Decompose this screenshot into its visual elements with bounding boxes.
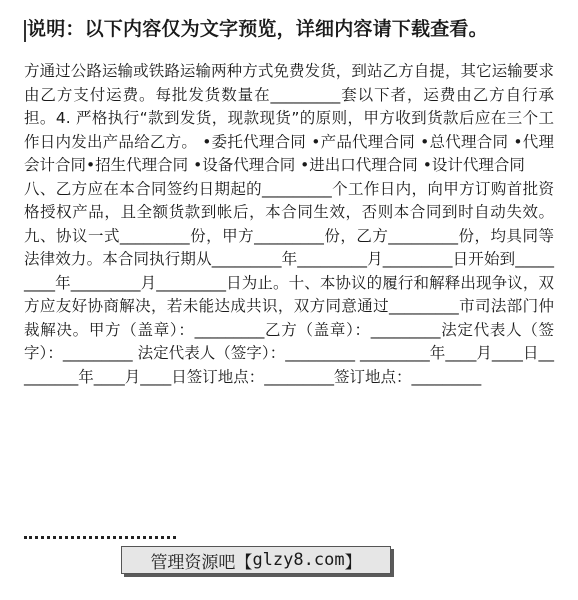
dotted-separator bbox=[24, 536, 176, 539]
text-cursor bbox=[24, 20, 26, 42]
document-body bbox=[24, 60, 554, 389]
banner-cn-text: 管理资源吧【 bbox=[150, 552, 253, 573]
banner-close: 】 bbox=[344, 552, 362, 573]
paragraph-delivery-terms: 方通过公路运输或铁路运输两种方式免费发货，到站乙方自提，其它运输要求由乙方支付运费。每批发货数量在_________套以下者，运费由乙方自行承担。4. 严格执行“款到发货，现款现货”的原则，甲方收到货款后应在三个工作日内发出产品给乙方。 •委托代理合同 •产品代理合同 •总代理合同 •代理会计合同•招生代理合同 •设备代理合同 •进出口代理合同 •设计代理合同 bbox=[24, 62, 554, 174]
preview-notice: 说明：以下内容仅为文字预览，详细内容请下载查看。 bbox=[27, 18, 488, 40]
paragraph-contract-terms: 八、乙方应在本合同签约日期起的_________个工作日内，向甲方订购首批资格授权产品，且全额货款到帐后，本合同生效，否则本合同到时自动失效。九、协议一式_________份，甲方_________份，乙方_________份，均具同等法律效力。本合同执行期从_________年_________月_________日开始到_________年_________月_________日为止。十、本协议的履行和解释出现争议，双方应友好协商解决，若未能达成共识，双方同意通过_________市司法部门仲裁解决。甲方（盖章）：_________乙方（盖章）：_________法定代表人（签字）：_________ 法定代表人（签字）：_________ _________年____月____日_________年____月____日签订地点：_________签订地点：_________ bbox=[24, 179, 554, 386]
source-watermark-banner bbox=[121, 546, 391, 574]
banner-site: glzy8.com bbox=[252, 550, 345, 570]
